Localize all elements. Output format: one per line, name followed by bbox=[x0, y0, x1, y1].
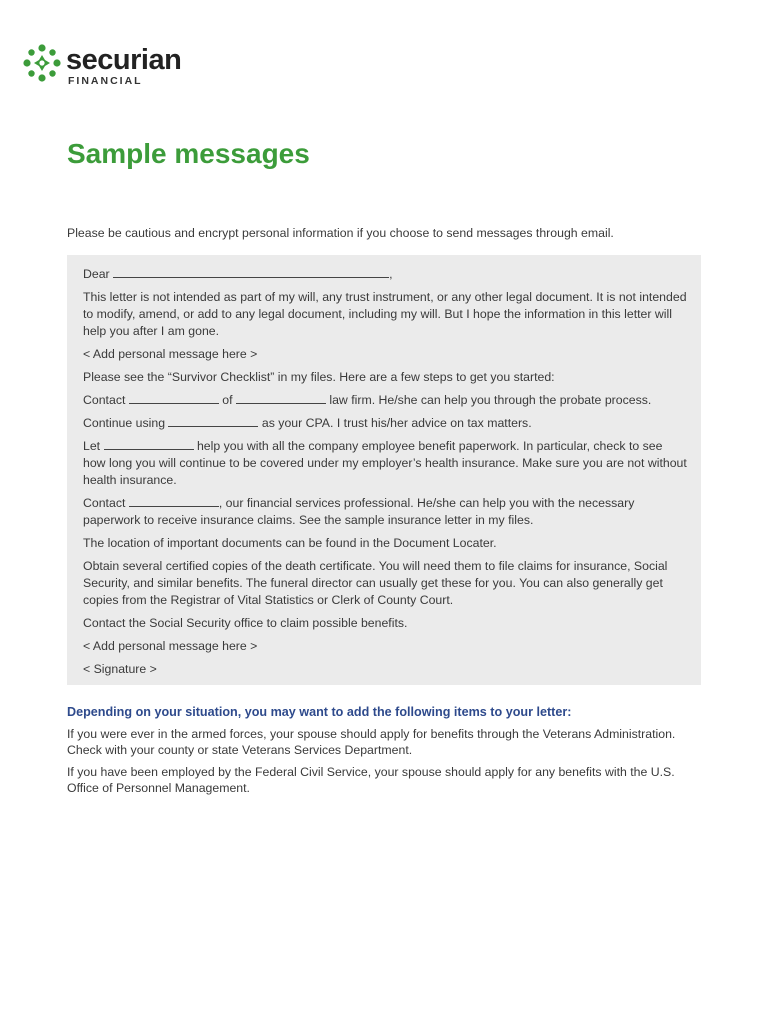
page-title: Sample messages bbox=[67, 138, 310, 169]
logo-wordmark: securian bbox=[66, 44, 182, 76]
financial-professional-text: , our financial services professional. He/she can help you with the necessary paperwork to receive insurance claims. See the sample insurance letter in my files. bbox=[83, 496, 635, 527]
lawyer-name-blank bbox=[129, 393, 219, 404]
cpa-line bbox=[83, 415, 687, 432]
veterans-paragraph: If you were ever in the armed forces, your spouse should apply for benefits through the Veterans Administration. Check with your county or state Veterans Services Department. bbox=[67, 727, 676, 757]
sample-letter-box bbox=[67, 255, 701, 685]
letter-intro-paragraph: This letter is not intended as part of my will, any trust instrument, or any other legal document. It is not intended to modify, amend, or add to any legal document, including my will. But I hope the information in this letter will help you after I am gone. bbox=[83, 290, 687, 338]
signature-placeholder: < Signature > bbox=[83, 662, 157, 676]
personal-message-placeholder-2: < Add personal message here > bbox=[83, 639, 258, 653]
contact-label-2: Contact bbox=[83, 496, 126, 510]
financial-professional-blank bbox=[129, 496, 219, 507]
additional-items-section bbox=[67, 726, 687, 802]
logo-subtitle: FINANCIAL bbox=[68, 75, 143, 87]
additional-items-heading: Depending on your situation, you may want to add the following items to your letter: bbox=[67, 705, 572, 719]
law-firm-text: law firm. He/she can help you through the probate process. bbox=[329, 393, 652, 407]
survivor-checklist-paragraph: Please see the “Survivor Checklist” in my files. Here are a few steps to get you started: bbox=[83, 370, 555, 384]
law-firm-blank bbox=[236, 393, 326, 404]
benefits-paragraph bbox=[83, 438, 687, 489]
cpa-text: as your CPA. I trust his/her advice on tax matters. bbox=[261, 416, 532, 430]
contact-lawyer-line bbox=[83, 392, 687, 409]
continue-using-label: Continue using bbox=[83, 416, 166, 430]
social-security-line: Contact the Social Security office to claim possible benefits. bbox=[83, 616, 408, 630]
civil-service-paragraph: If you have been employed by the Federal Civil Service, your spouse should apply for any benefits with the U.S. Office of Personnel Management. bbox=[67, 765, 675, 795]
of-label: of bbox=[222, 393, 233, 407]
cpa-name-blank bbox=[168, 416, 258, 427]
dear-label: Dear bbox=[83, 267, 110, 281]
contact-label: Contact bbox=[83, 393, 126, 407]
documents-location-line: The location of important documents can be found in the Document Locater. bbox=[83, 536, 497, 550]
benefits-contact-blank bbox=[104, 439, 194, 450]
securian-star-icon bbox=[22, 43, 62, 83]
salutation-line bbox=[83, 266, 687, 283]
recipient-blank bbox=[113, 267, 389, 278]
intro-text: Please be cautious and encrypt personal information if you choose to send messages through email. bbox=[67, 226, 614, 240]
death-certificate-paragraph: Obtain several certified copies of the death certificate. You will need them to file claims for insurance, Social Security, and similar benefits. The funeral director can usually get these for you. You can also generally get copies from the Registrar of Vital Statistics or Clerk of County Court. bbox=[83, 559, 668, 607]
dear-comma: , bbox=[389, 267, 393, 281]
let-label: Let bbox=[83, 439, 101, 453]
benefits-text: help you with all the company employee benefit paperwork. In particular, check to see how long you will continue to be covered under my employer’s health insurance. Make sure you are not without health insurance. bbox=[83, 439, 687, 487]
financial-professional-paragraph bbox=[83, 495, 687, 529]
personal-message-placeholder-1: < Add personal message here > bbox=[83, 347, 258, 361]
